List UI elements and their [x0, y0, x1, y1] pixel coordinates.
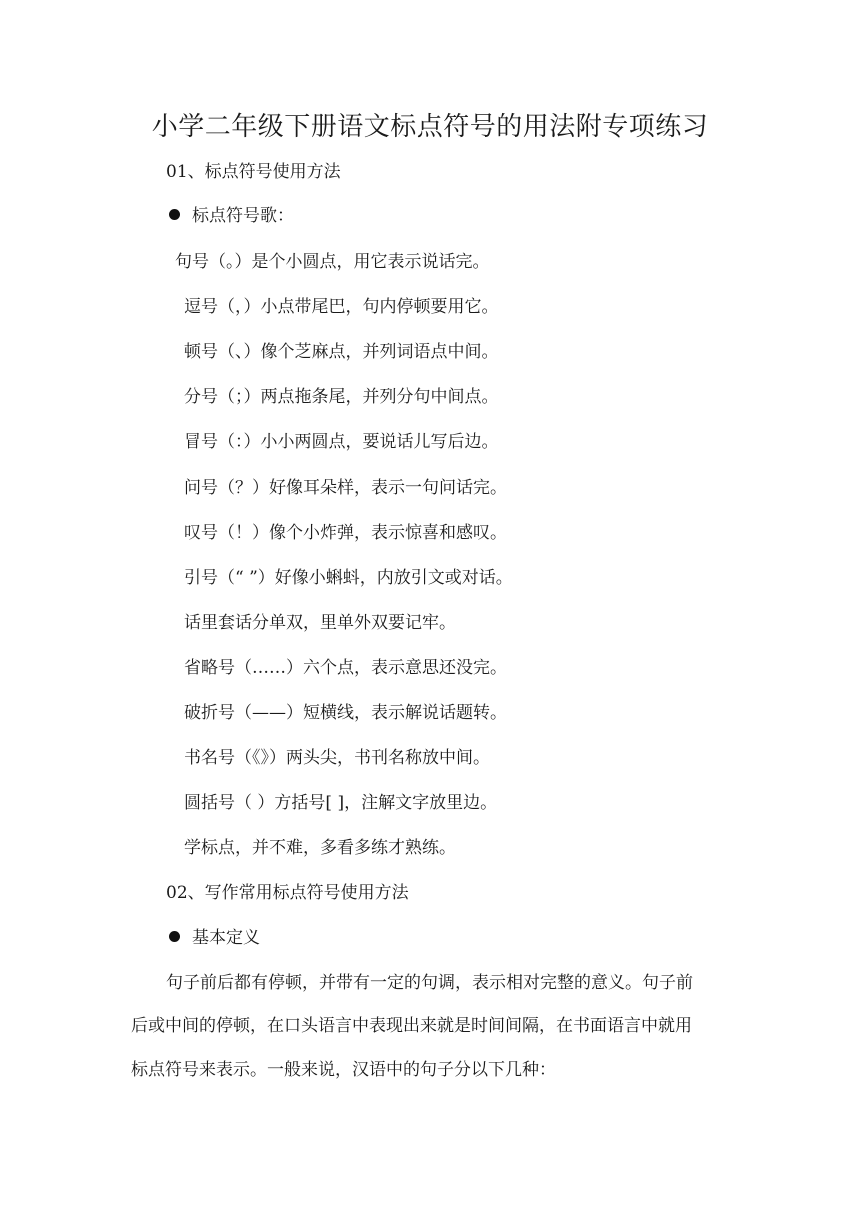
- bullet-label: 基本定义: [192, 928, 260, 948]
- paragraph-line: 标点符号来表示。一般来说，汉语中的句子分以下几种：: [131, 1060, 556, 1080]
- song-line-nested-quotes: 话里套话分单双，里单外双要记牢。: [184, 613, 456, 633]
- song-line-comma: 逗号（，）小点带尾巴，句内停顿要用它。: [184, 297, 499, 317]
- section-heading-01: 01、标点符号使用方法: [166, 162, 341, 182]
- bullet-item-definition: [169, 926, 260, 950]
- song-line-quotation-marks: 引号（“ ”）好像小蝌蚪，内放引文或对话。: [184, 568, 513, 588]
- song-line-ellipsis: 省略号（……）六个点，表示意思还没完。: [184, 658, 507, 678]
- song-line-exclamation-mark: 叹号（！）像个小炸弹，表示惊喜和感叹。: [184, 523, 507, 543]
- song-line-semicolon: 分号（；）两点拖条尾，并列分句中间点。: [184, 387, 499, 407]
- song-line-dash: 破折号（——）短横线，表示解说话题转。: [184, 703, 507, 723]
- song-line-brackets: 圆括号（ ）方括号[ ]，注解文字放里边。: [184, 793, 498, 813]
- paragraph-line: 句子前后都有停顿，并带有一定的句调，表示相对完整的意义。句子前: [166, 973, 693, 993]
- document-title: 小学二年级下册语文标点符号的用法附专项练习: [151, 112, 709, 142]
- song-line-colon: 冒号（：）小小两圆点，要说话儿写后边。: [184, 432, 499, 452]
- song-line-period: 句号（。）是个小圆点，用它表示说话完。: [175, 252, 490, 272]
- song-line-book-title-marks: 书名号（《》）两头尖，书刊名称放中间。: [184, 748, 490, 768]
- bullet-label: 标点符号歌：: [192, 206, 294, 226]
- song-line-closing: 学标点，并不难，多看多练才熟练。: [184, 838, 456, 858]
- paragraph-line: 后或中间的停顿，在口头语言中表现出来就是时间间隔，在书面语言中就用: [131, 1016, 692, 1036]
- bullet-item-song: [169, 204, 294, 228]
- bullet-dot-icon: [169, 931, 180, 942]
- section-heading-02: 02、写作常用标点符号使用方法: [166, 883, 409, 903]
- bullet-dot-icon: [169, 209, 180, 220]
- song-line-enumeration-comma: 顿号（、）像个芝麻点，并列词语点中间。: [184, 342, 499, 362]
- song-line-question-mark: 问号（？）好像耳朵样，表示一句问话完。: [184, 478, 507, 498]
